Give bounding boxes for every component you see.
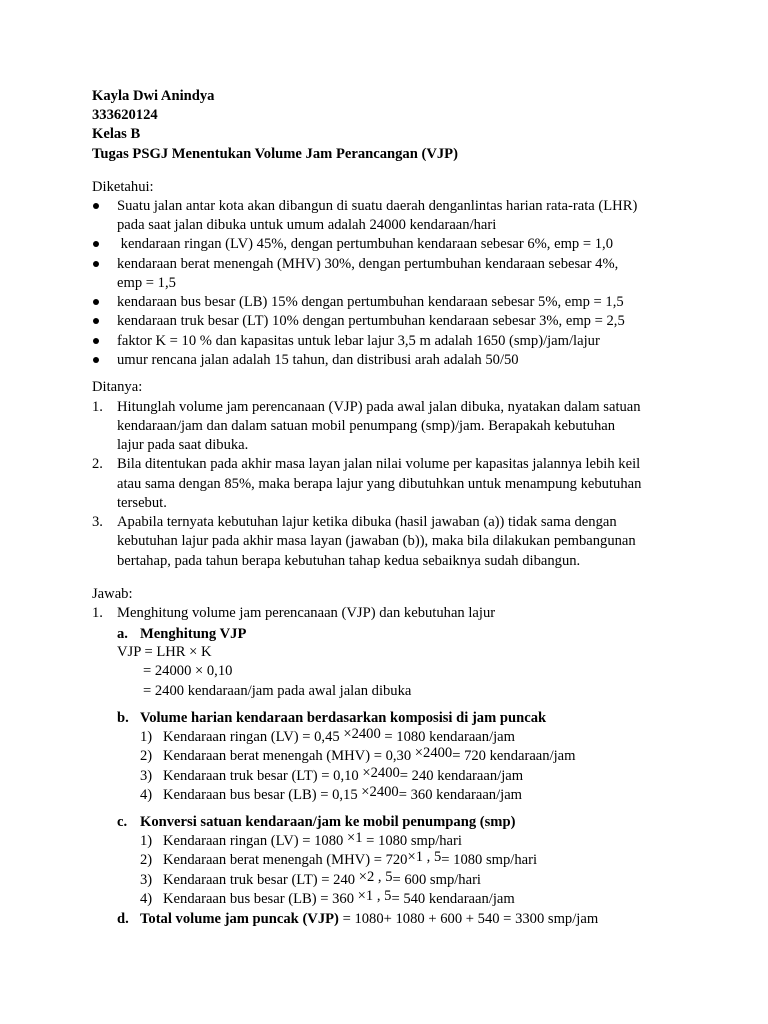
- total-vjp: [140, 910, 598, 929]
- known-item: faktor K = 10 % dan kapasitas untuk lebar lajur 3,5 m adalah 1650 (smp)/jam/lajur: [117, 333, 600, 349]
- known-item: kendaraan bus besar (LB) 15% dengan pertumbuhan kendaraan sebesar 5%, emp = 1,5: [117, 294, 624, 310]
- conversion-item: Kendaraan berat menengah (MHV) = 720×1 , 5= 1080 smp/hari: [163, 849, 538, 868]
- known-item: kendaraan truk besar (LT) 10% dengan pertumbuhan kendaraan sebesar 3%, emp = 2,5: [117, 313, 625, 329]
- conversion-item: Kendaraan truk besar (LT) = 240 ×2 , 5= 600 smp/hari: [163, 869, 481, 888]
- bullet-icon: [93, 338, 99, 344]
- section-b-label: b.: [117, 710, 129, 726]
- question-line: kebutuhan lajur pada akhir masa layan (jawaban (b)), maka bila dilakukan pembangunan: [117, 533, 636, 549]
- known-item: umur rencana jalan adalah 15 tahun, dan distribusi arah adalah 50/50: [117, 352, 519, 368]
- known-item: pada saat jalan dibuka untuk umum adalah 24000 kendaraan/hari: [117, 217, 497, 233]
- known-item: Suatu jalan antar kota akan dibangun di suatu daerah denganlintas harian rata-rata (LHR): [117, 198, 638, 214]
- question-number: 1.: [92, 399, 103, 415]
- asked-heading: Ditanya:: [92, 379, 143, 395]
- class-label: Kelas B: [92, 126, 141, 142]
- calc-number: 4): [140, 787, 153, 803]
- known-heading: Diketahui:: [92, 179, 154, 195]
- question-line: tersebut.: [117, 495, 167, 511]
- known-item: kendaraan ringan (LV) 45%, dengan pertumbuhan kendaraan sebesar 6%, emp = 1,0: [117, 236, 614, 252]
- conversion-number: 4): [140, 891, 153, 907]
- bullet-icon: [93, 261, 99, 267]
- known-item: kendaraan berat menengah (MHV) 30%, dengan pertumbuhan kendaraan sebesar 4%,: [117, 256, 619, 272]
- question-line: Bila ditentukan pada akhir masa layan jalan nilai volume per kapasitas jalannya lebih keil: [117, 456, 641, 472]
- bullet-icon: [93, 203, 99, 209]
- bullet-icon: [93, 241, 99, 247]
- question-line: kendaraan/jam dan dalam satuan mobil penumpang (smp)/jam. Berapakah kebutuhan: [117, 418, 616, 434]
- total-vjp-value: = 1080+ 1080 + 600 + 540 = 3300 smp/jam: [338, 911, 599, 927]
- question-line: bertahap, pada tahun berapa kebutuhan tahap kedua sebaiknya sudah dibangun.: [117, 553, 581, 569]
- conversion-number: 1): [140, 833, 153, 849]
- student-id: 333620124: [92, 107, 158, 123]
- conversion-number: 2): [140, 852, 153, 868]
- known-item: emp = 1,5: [117, 275, 176, 291]
- formula-line: VJP = LHR × K: [117, 644, 212, 660]
- conversion-number: 3): [140, 872, 153, 888]
- formula-line: = 2400 kendaraan/jam pada awal jalan dibuka: [143, 683, 412, 699]
- section-a-title: Menghitung VJP: [140, 626, 247, 642]
- question-number: 2.: [92, 456, 103, 472]
- answer-title: Menghitung volume jam perencanaan (VJP) dan kebutuhan lajur: [117, 605, 496, 621]
- calc-item: Kendaraan berat menengah (MHV) = 0,30 ×2400= 720 kendaraan/jam: [163, 745, 576, 764]
- section-d-title: Total volume jam puncak (VJP): [140, 911, 339, 927]
- calc-item: Kendaraan bus besar (LB) = 0,15 ×2400= 360 kendaraan/jam: [163, 784, 523, 803]
- author-name: Kayla Dwi Anindya: [92, 88, 215, 104]
- calc-number: 3): [140, 768, 153, 784]
- section-b-title: Volume harian kendaraan berdasarkan komposisi di jam puncak: [140, 710, 547, 726]
- section-c-label: c.: [117, 814, 128, 830]
- bullet-icon: [93, 318, 99, 324]
- calc-number: 1): [140, 729, 153, 745]
- calc-item: Kendaraan ringan (LV) = 0,45 ×2400 = 1080 kendaraan/jam: [163, 726, 516, 745]
- answer-number: 1.: [92, 605, 103, 621]
- calc-number: 2): [140, 748, 153, 764]
- conversion-item: Kendaraan bus besar (LB) = 360 ×1 , 5= 540 kendaraan/jam: [163, 888, 515, 907]
- assignment-title: Tugas PSGJ Menentukan Volume Jam Perancangan (VJP): [92, 146, 458, 162]
- answer-heading: Jawab:: [92, 586, 133, 602]
- question-line: Apabila ternyata kebutuhan lajur ketika dibuka (hasil jawaban (a)) tidak sama dengan: [117, 514, 617, 530]
- question-line: atau sama dengan 85%, maka berapa lajur yang dibutuhkan untuk menampung kebutuhan: [117, 476, 642, 492]
- formula-line: = 24000 × 0,10: [143, 663, 233, 679]
- bullet-icon: [93, 357, 99, 363]
- question-number: 3.: [92, 514, 103, 530]
- conversion-item: Kendaraan ringan (LV) = 1080 ×1 = 1080 smp/hari: [163, 830, 462, 849]
- section-a-label: a.: [117, 626, 128, 642]
- calc-item: Kendaraan truk besar (LT) = 0,10 ×2400= 240 kendaraan/jam: [163, 765, 524, 784]
- bullet-icon: [93, 299, 99, 305]
- section-c-title: Konversi satuan kendaraan/jam ke mobil penumpang (smp): [140, 814, 516, 830]
- section-d-label: d.: [117, 911, 129, 927]
- question-line: Hitunglah volume jam perencanaan (VJP) pada awal jalan dibuka, nyatakan dalam satuan: [117, 399, 641, 415]
- question-line: lajur pada saat dibuka.: [117, 437, 249, 453]
